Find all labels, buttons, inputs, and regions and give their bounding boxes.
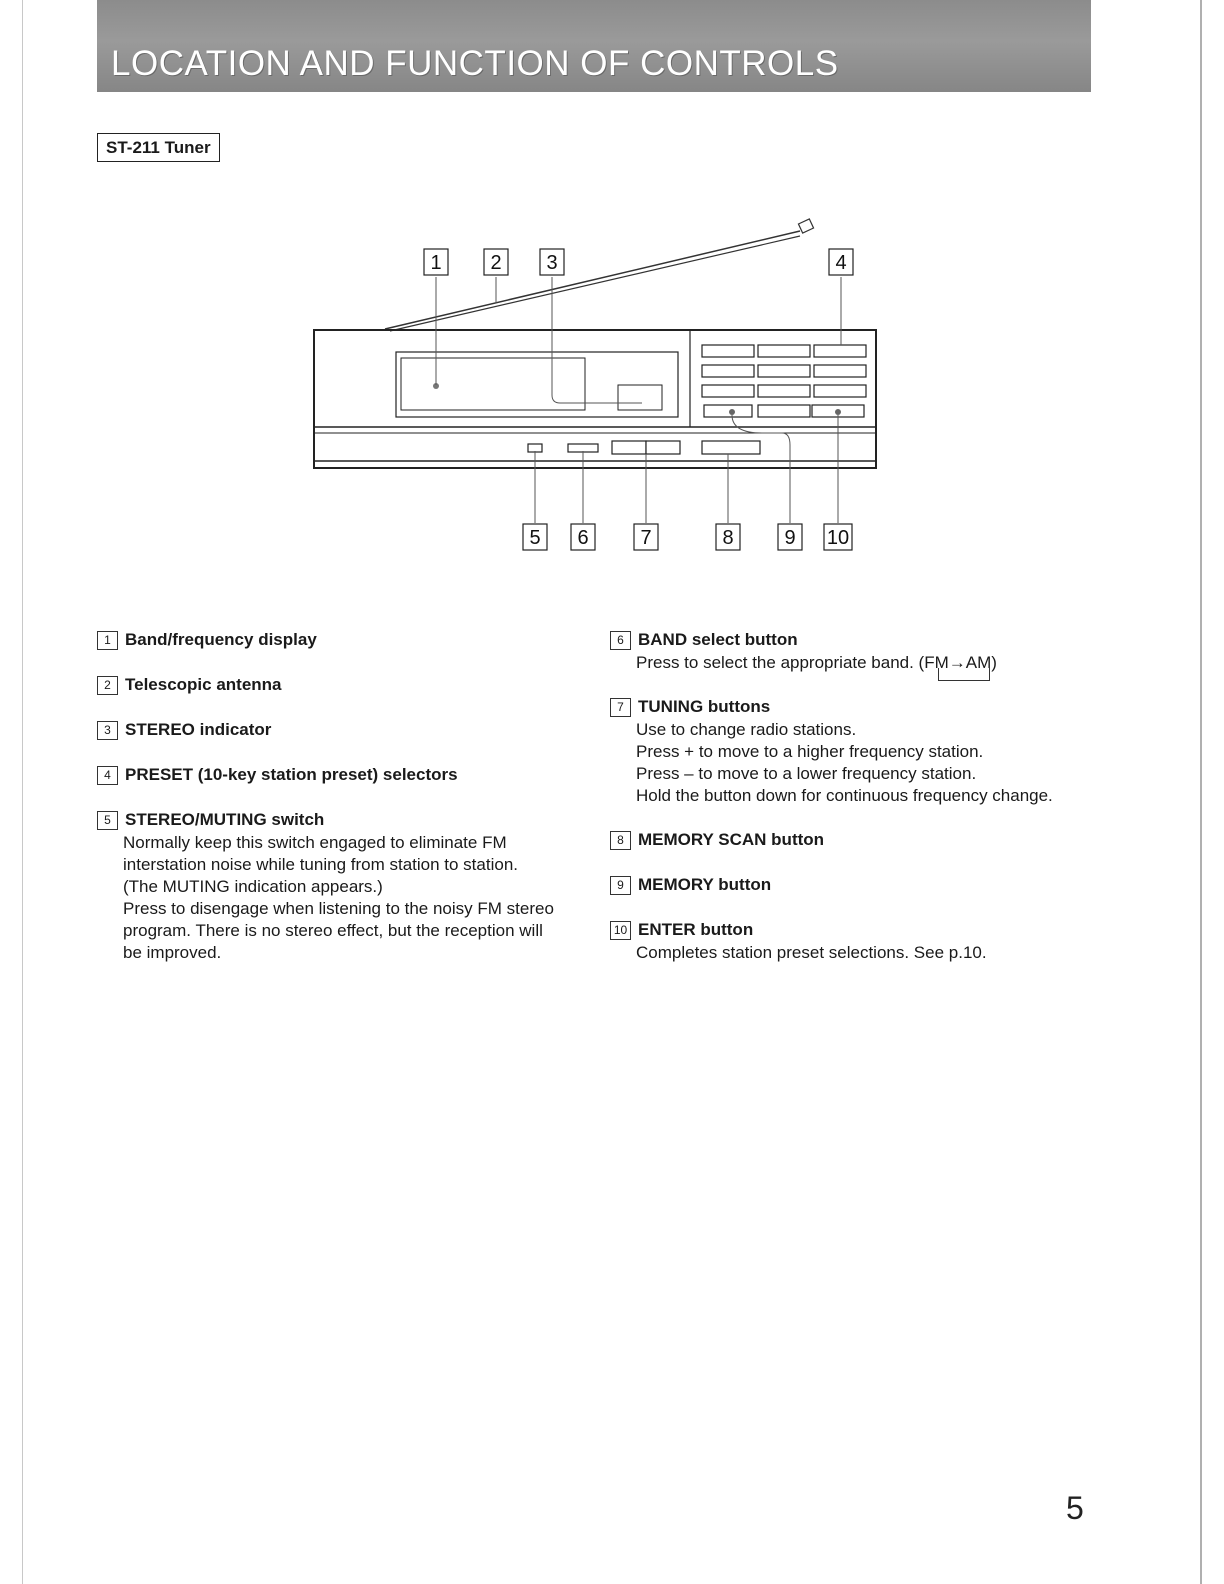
description-line: Use to change radio stations. <box>636 720 857 739</box>
item-number: 7 <box>610 698 631 717</box>
description-line: program. There is no stereo effect, but the reception will <box>123 921 543 940</box>
front-buttons <box>528 441 760 454</box>
description-line: Press + to move to a higher frequency station. <box>636 742 984 761</box>
band-frequency-display <box>396 352 678 417</box>
item-title: BAND select button <box>638 630 798 649</box>
callout-8 <box>716 524 740 550</box>
item-title: STEREO indicator <box>125 720 272 739</box>
description-line: Completes station preset selections. See p.10. <box>636 943 987 962</box>
callout-7-label: 7 <box>640 527 652 549</box>
callout-3 <box>540 249 564 275</box>
control-item <box>97 763 577 787</box>
callout-9-label: 9 <box>784 527 796 549</box>
callout-1-label: 1 <box>430 252 442 274</box>
page-edge-left <box>22 0 23 1584</box>
item-description <box>636 942 1090 964</box>
callout-9 <box>778 524 802 550</box>
description-line: interstation noise while tuning from station to station. <box>123 855 518 874</box>
leader-lines <box>436 277 841 523</box>
callout-8-label: 8 <box>722 527 734 549</box>
item-title: MEMORY button <box>638 875 772 894</box>
callout-4 <box>829 249 853 275</box>
item-description <box>636 652 1090 674</box>
band-text: Press to select the appropriate band. (FM→AM) <box>636 653 997 672</box>
callout-3-label: 3 <box>546 252 558 274</box>
title-banner <box>97 0 1091 92</box>
item-number: 8 <box>610 831 631 850</box>
description-line: Hold the button down for continuous frequency change. <box>636 786 1053 805</box>
item-title: Band/frequency display <box>125 630 317 649</box>
callout-1 <box>424 249 448 275</box>
control-item <box>610 873 1090 897</box>
control-item <box>610 695 1090 807</box>
page-number: 5 <box>1066 1490 1084 1526</box>
item-number: 5 <box>97 811 118 830</box>
callout-10-label: 10 <box>826 527 850 549</box>
item-number: 2 <box>97 676 118 695</box>
callout-2-label: 2 <box>490 252 502 274</box>
item-description <box>636 719 1090 807</box>
description-line: Press – to move to a lower frequency station. <box>636 764 977 783</box>
model-label: ST-211 Tuner <box>97 133 220 162</box>
item-number: 6 <box>610 631 631 650</box>
callout-5-label: 5 <box>529 527 541 549</box>
item-number: 9 <box>610 876 631 895</box>
controls-list-right <box>610 628 1090 985</box>
telescopic-antenna <box>385 219 814 331</box>
item-title: ENTER button <box>638 920 754 939</box>
callout-6 <box>571 524 595 550</box>
description-line: be improved. <box>123 943 222 962</box>
item-title: MEMORY SCAN button <box>638 830 825 849</box>
item-title: STEREO/MUTING switch <box>125 810 325 829</box>
callout-4-label: 4 <box>835 252 847 274</box>
item-number: 4 <box>97 766 118 785</box>
control-item <box>97 673 577 697</box>
item-number: 10 <box>610 921 631 940</box>
item-title: TUNING buttons <box>638 697 771 716</box>
band-cycle-arrow <box>938 668 990 681</box>
callout-10 <box>824 524 852 550</box>
control-item <box>610 918 1090 964</box>
item-number: 3 <box>97 721 118 740</box>
controls-list-left <box>97 628 577 985</box>
page-edge-right <box>1200 0 1202 1584</box>
callout-7 <box>634 524 658 550</box>
tuner-diagram <box>300 205 900 565</box>
item-title: Telescopic antenna <box>125 675 282 694</box>
item-number: 1 <box>97 631 118 650</box>
preset-selectors <box>702 345 866 417</box>
description-line: Normally keep this switch engaged to eliminate FM <box>123 833 507 852</box>
description-line <box>636 652 1090 674</box>
callout-6-label: 6 <box>577 527 589 549</box>
control-item <box>97 628 577 652</box>
description-line: Press to disengage when listening to the noisy FM stereo <box>123 899 554 918</box>
callout-2 <box>484 249 508 275</box>
description-line: (The MUTING indication appears.) <box>123 877 383 896</box>
page-title: LOCATION AND FUNCTION OF CONTROLS <box>111 44 839 83</box>
control-item <box>97 718 577 742</box>
callout-5 <box>523 524 547 550</box>
item-title: PRESET (10-key station preset) selectors <box>125 765 458 784</box>
control-item <box>610 828 1090 852</box>
control-item <box>610 628 1090 674</box>
control-item <box>97 808 577 964</box>
item-description <box>123 832 577 964</box>
